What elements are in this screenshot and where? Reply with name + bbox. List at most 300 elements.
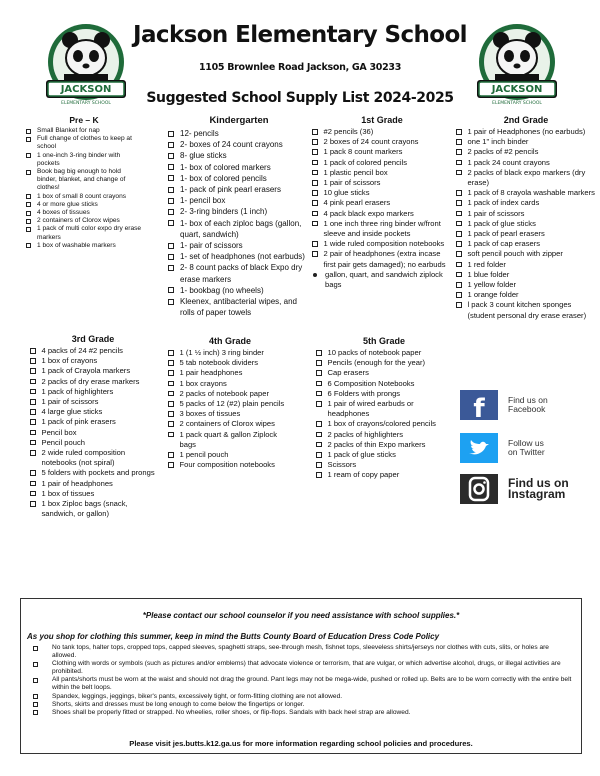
list-item (316, 389, 452, 399)
list-item (168, 240, 310, 251)
dress-code-rule-text: Shoes shall be properly fitted or strapped. No wheelies, roller shoes, or flip-flops. Sandals with back heel strap are allowed. (52, 708, 411, 716)
list-title: 1st Grade (361, 115, 403, 125)
checkbox-icon (30, 450, 36, 456)
checkbox-icon (168, 391, 174, 397)
checkbox-icon (168, 164, 174, 170)
checkbox-icon (316, 391, 322, 397)
dress-code-rule-text: Shorts, skirts and dresses must be long enough to come below the fingertips or longer. (52, 700, 305, 708)
list-item (312, 168, 452, 178)
checkbox-icon (30, 399, 36, 405)
checkbox-icon (30, 358, 36, 364)
list-item-label: 4 pack black expo markers (323, 208, 414, 218)
bullet-dot-icon (313, 273, 317, 277)
list-item (168, 399, 292, 409)
page-title: Suggested School Supply List 2024-2025 (146, 90, 454, 106)
social-instagram[interactable] (460, 474, 570, 504)
list-title: Kindergarten (209, 115, 269, 126)
checkbox-icon (456, 160, 462, 166)
list-item (456, 260, 596, 270)
checkbox-icon (456, 139, 462, 145)
list-item (30, 366, 156, 376)
list-item-label: 1 pair headphones (179, 368, 243, 378)
list-item-label: 2 containers of Clorox wipes (179, 419, 275, 429)
logo-text-left: JACKSON (60, 84, 112, 95)
twitter-bird-icon (460, 433, 498, 463)
list-item-label: 4 boxes of tissues (37, 209, 90, 217)
list-item-label: 1 pack of glue sticks (327, 450, 396, 460)
checkbox-icon (26, 153, 31, 158)
list-item (312, 219, 452, 239)
checkbox-icon (456, 272, 462, 278)
checkbox-icon (312, 200, 318, 206)
list-second-grade (456, 115, 596, 321)
list-item-label: 2- boxes of 24 count crayons (180, 140, 283, 150)
list-item (312, 147, 452, 157)
checkbox-icon (316, 432, 322, 438)
list-item-label: 12- pencils (180, 129, 219, 138)
checkbox-icon (168, 370, 174, 376)
dress-code-notice (20, 598, 582, 754)
list-item-label: 1 plastic pencil box (323, 167, 388, 177)
list-item (30, 489, 156, 499)
list-item (30, 377, 156, 387)
checkbox-icon (33, 646, 38, 651)
list-item (316, 419, 452, 429)
list-title: 4th Grade (208, 336, 251, 346)
list-item (26, 193, 142, 201)
checkbox-icon (168, 175, 174, 181)
dress-code-rule (33, 701, 573, 709)
checkbox-icon (168, 131, 174, 137)
list-item (168, 348, 292, 358)
dress-code-rule (33, 693, 573, 701)
list-item-label: 1 wide ruled composition notebooks (323, 239, 445, 249)
checkbox-icon (316, 370, 322, 376)
list-item (456, 127, 596, 137)
checkbox-icon (456, 129, 462, 135)
list-item (168, 128, 310, 139)
list-item-label: 5 folders with pockets and prongs (41, 468, 155, 478)
list-item (30, 397, 156, 407)
checkbox-icon (456, 282, 462, 288)
list-item (312, 209, 452, 219)
list-item-label: 10 packs of notebook paper (327, 348, 422, 357)
list-item-label: 1- bookbag (no wheels) (180, 285, 264, 295)
list-item (312, 137, 452, 147)
list-item (316, 399, 452, 419)
list-fourth-grade (168, 336, 292, 470)
list-item-label: 2 packs of notebook paper (179, 388, 270, 398)
list-item (316, 450, 452, 460)
checkbox-icon (312, 180, 318, 186)
list-item-label: 1- pair of scissors (180, 241, 243, 251)
svg-text:f: f (473, 394, 485, 420)
list-item (456, 239, 596, 249)
list-item (316, 430, 452, 440)
list-kindergarten (168, 115, 310, 318)
list-item (456, 290, 596, 300)
dress-code-rule-text: No tank tops, halter tops, cropped tops, capped sleeves, spaghetti straps, see-through mesh, fishnet tops, sleeveless shirts/jerseys nor clothes with cuts, slits, or holes are allowed. (52, 644, 549, 660)
list-item-label: one 1" inch binder (467, 137, 529, 147)
checkbox-icon (456, 200, 462, 206)
checkbox-icon (26, 170, 31, 175)
instagram-icon (460, 474, 498, 504)
list-item (30, 387, 156, 397)
list-item-label: Cap erasers (327, 368, 369, 378)
dress-code-rule-text: Spandex, leggings, jeggings, biker's pants, excessively tight, or form-fitting clothing are not allowed. (52, 692, 343, 700)
list-item (312, 198, 452, 208)
list-item-label: 5 tab notebook dividers (179, 358, 259, 368)
list-item-label: 2 pair of headphones (extra incase first pair gets damaged); no earbuds (323, 249, 446, 269)
list-item (456, 229, 596, 239)
checkbox-icon (30, 419, 36, 425)
list-item (168, 251, 310, 262)
list-item (26, 201, 142, 209)
list-item-label: 1 pack of colored pencils (323, 157, 408, 167)
list-item (456, 147, 596, 157)
list-item-label: 1 pair of Headphones (no earbuds) (467, 127, 586, 136)
list-item (312, 188, 452, 198)
list-item-label: 1 pair of wired earbuds or headphones (327, 399, 414, 419)
facebook-icon (460, 390, 498, 420)
checkbox-icon (456, 149, 462, 155)
list-item-label: 1- pencil box (180, 196, 226, 206)
list-item (456, 188, 596, 198)
list-item-label: Book bag big enough to hold binder, blanket, and change of clothes! (37, 168, 126, 192)
checkbox-icon (33, 678, 38, 683)
list-item (168, 262, 310, 284)
checkbox-icon (30, 491, 36, 497)
instagram-label: Find us on Instagram (508, 476, 569, 501)
dress-code-rule-text: Clothing with words or symbols (such as pictures and/or emblems) that advocate violence or terrorism, that are vulgar, or which advertise alcohol, drugs, or illegal activities are prohibited. (52, 660, 561, 676)
logo-subtext-left: ELEMENTARY SCHOOL (61, 101, 111, 106)
list-item-label: 2- 3-ring binders (1 inch) (180, 207, 268, 217)
list-item-label: 1 pair of scissors (323, 178, 381, 188)
list-item-label: 2- 8 count packs of black Expo dry erase markers (180, 263, 303, 284)
list-item-label: 1 pack 8 count markers (323, 147, 403, 157)
list-item (168, 150, 310, 161)
checkbox-icon (26, 219, 31, 224)
list-item-label: 1 pack quart & gallon Ziplock bags (179, 429, 278, 449)
checkbox-icon (316, 350, 322, 356)
list-item (26, 217, 142, 225)
list-item-label: Kleenex, antibacterial wipes, and rolls of paper towels (180, 297, 297, 318)
list-item (316, 460, 452, 470)
list-item-label: 2 packs of thin Expo markers (327, 439, 426, 449)
list-item (168, 368, 292, 378)
list-item-label: 4 packs of 24 #2 pencils (41, 346, 123, 355)
checkbox-icon (168, 254, 174, 260)
checkbox-icon (168, 411, 174, 417)
list-item-label: 2 packs of highlighters (327, 429, 404, 439)
list-item (312, 158, 452, 168)
list-item-label: 1 orange folder (467, 290, 519, 300)
list-item-label: 1 box of washable markers (37, 241, 116, 249)
list-item (30, 479, 156, 489)
list-item-label: 1 pack 24 count crayons (467, 157, 550, 167)
list-item-label: l pack 3 count kitchen sponges (student personal dry erase eraser) (467, 300, 587, 320)
checkbox-icon (30, 379, 36, 385)
list-item (26, 225, 142, 241)
checkbox-icon (26, 227, 31, 232)
list-item (312, 178, 452, 188)
list-item (26, 168, 142, 193)
list-title: 5th Grade (362, 336, 405, 346)
list-item-label: Scissors (327, 460, 357, 470)
checkbox-icon (456, 251, 462, 257)
logo-text-right: JACKSON (491, 84, 543, 95)
checkbox-icon (456, 221, 462, 227)
list-item (30, 448, 156, 468)
list-item-label: 1 yellow folder (467, 280, 517, 290)
list-item-label: 1- box of colored pencils (180, 173, 267, 183)
list-item (168, 430, 292, 450)
list-item-label: 1 blue folder (467, 269, 510, 279)
list-item (168, 218, 310, 240)
list-item-label: 1 pair of headphones (41, 478, 113, 488)
list-item (26, 152, 142, 168)
list-item (168, 296, 310, 318)
list-item (316, 440, 452, 450)
list-item-label: 1 one-inch 3-ring binder with pockets (37, 151, 121, 167)
list-item-label: 1- box of colored markers (180, 162, 271, 172)
checkbox-icon (33, 702, 38, 707)
checkbox-icon (30, 409, 36, 415)
checkbox-icon (456, 241, 462, 247)
list-item-label: Small Blanket for nap (37, 127, 100, 134)
checkbox-icon (30, 470, 36, 476)
list-item-label: 6 Folders with prongs (327, 388, 401, 398)
checkbox-icon (456, 292, 462, 298)
list-item (312, 270, 452, 290)
list-item (456, 158, 596, 168)
dress-code-rule (33, 660, 573, 676)
checkbox-icon (316, 421, 322, 427)
list-item-label: Four composition notebooks (179, 460, 275, 470)
list-item-label: 1- pack of pink pearl erasers (180, 185, 281, 195)
list-item (30, 438, 156, 448)
checkbox-icon (316, 381, 322, 387)
list-item-label: 1 pack of highlighters (41, 386, 114, 396)
list-item (456, 209, 596, 219)
list-item (30, 356, 156, 366)
list-item (26, 242, 142, 250)
list-item-label: 2 packs of dry erase markers (41, 376, 140, 386)
checkbox-icon (168, 209, 174, 215)
checkbox-icon (168, 198, 174, 204)
checkbox-icon (312, 221, 318, 227)
list-item (316, 358, 452, 368)
checkbox-icon (26, 211, 31, 216)
list-item (30, 428, 156, 438)
checkbox-icon (168, 142, 174, 148)
list-item-label: Pencils (enough for the year) (327, 358, 426, 368)
list-item (168, 173, 310, 184)
list-item-label: 1 (1 ½ inch) 3 ring binder (179, 348, 264, 357)
checkbox-icon (316, 452, 322, 458)
checkbox-icon (168, 220, 174, 226)
list-item-label: 4 pink pearl erasers (323, 198, 391, 208)
checkbox-icon (168, 265, 174, 271)
social-twitter[interactable] (460, 433, 552, 463)
list-item-label: 2 wide ruled composition notebooks (not spiral) (41, 448, 126, 468)
checkbox-icon (30, 348, 36, 354)
list-item (168, 184, 310, 195)
checkbox-icon (168, 243, 174, 249)
school-name: Jackson Elementary School (133, 22, 467, 48)
list-item-label: 10 glue sticks (323, 188, 370, 198)
list-item-label: 1 pair of scissors (41, 397, 99, 407)
checkbox-icon (26, 129, 31, 134)
list-title: 2nd Grade (503, 115, 549, 125)
list-item (316, 368, 452, 378)
checkbox-icon (456, 211, 462, 217)
list-item (312, 239, 452, 249)
dress-code-rule (33, 676, 573, 692)
list-item (168, 450, 292, 460)
checkbox-icon (168, 360, 174, 366)
checkbox-icon (33, 710, 38, 715)
list-item (456, 219, 596, 229)
checkbox-icon (26, 243, 31, 248)
checkbox-icon (312, 241, 318, 247)
list-item-label: 4 or more glue sticks (37, 200, 98, 208)
list-item (168, 139, 310, 150)
list-item-label: 1 box of tissues (41, 488, 95, 498)
dress-code-intro: As you shop for clothing this summer, keep in mind the Butts County Board of Education Dress Code Policy (27, 632, 440, 641)
checkbox-icon (168, 287, 174, 293)
checkbox-icon (26, 137, 31, 142)
list-item (26, 209, 142, 217)
checkbox-icon (30, 501, 36, 507)
checkbox-icon (312, 149, 318, 155)
checkbox-icon (33, 662, 38, 667)
list-item-label: 1 pack of index cards (467, 198, 540, 208)
list-item-label: 1 pair of scissors (467, 208, 525, 218)
school-address: 1105 Brownlee Road Jackson, GA 30233 (198, 62, 401, 73)
list-item (456, 300, 596, 320)
checkbox-icon (168, 381, 174, 387)
list-item-label: 1 pack of pink erasers (41, 417, 116, 427)
list-item-label: 5 packs of 12 (#2) plain pencils (179, 399, 285, 409)
list-item (30, 407, 156, 417)
checkbox-icon (168, 153, 174, 159)
dress-code-rule-text: All pants/shorts must be worn at the waist and should not drag the ground. Pant legs may not be mega-wide, pushed or rolled up. Belts are to be worn correctly with the entire belt within the belt loops. (52, 676, 572, 692)
list-item-label: 1 red folder (467, 259, 506, 269)
checkbox-icon (30, 368, 36, 374)
dress-code-rules (33, 644, 573, 717)
list-first-grade (312, 115, 452, 290)
checkbox-icon (26, 202, 31, 207)
list-item (312, 249, 452, 269)
checkbox-icon (168, 350, 174, 356)
list-item (30, 468, 156, 478)
list-item-label: 1 box of crayons (41, 356, 98, 366)
list-third-grade (30, 334, 156, 519)
list-item-label: 2 containers of Clorox wipes (37, 217, 120, 225)
list-item-label: 1 pack of 8 crayola washable markers (467, 188, 595, 198)
notice-footer: Please visit jes.butts.k12.ga.us for more information regarding school policies and procedures. (129, 739, 473, 748)
list-item-label: 1 box Ziploc bags (snack, sandwich, or gallon) (41, 499, 128, 519)
list-item (312, 127, 452, 137)
list-prek (26, 115, 142, 250)
checkbox-icon (168, 401, 174, 407)
list-item (30, 417, 156, 427)
list-fifth-grade (316, 336, 452, 481)
list-item (168, 379, 292, 389)
dress-code-rule (33, 709, 573, 717)
checkbox-icon (456, 190, 462, 196)
checkbox-icon (456, 170, 462, 176)
checkbox-icon (312, 160, 318, 166)
checkbox-icon (168, 452, 174, 458)
social-facebook[interactable] (460, 390, 556, 420)
checkbox-icon (312, 170, 318, 176)
list-item (456, 270, 596, 280)
list-item (168, 419, 292, 429)
checkbox-icon (456, 302, 462, 308)
checkbox-icon (316, 360, 322, 366)
logo-subtext-right: ELEMENTARY SCHOOL (492, 101, 542, 106)
counselor-note: *Please contact our school counselor if you need assistance with school supplies.* (142, 611, 460, 620)
checkbox-icon (312, 139, 318, 145)
list-item-label: 1 box of small 8 count crayons (37, 192, 127, 200)
checkbox-icon (30, 481, 36, 487)
list-item-label: 1 pack of Crayola markers (41, 366, 131, 376)
list-item-label: 8- glue sticks (180, 151, 227, 161)
list-item-label: 2 boxes of 24 count crayons (323, 137, 419, 147)
list-item (26, 135, 142, 151)
list-item-label: Pencil box (41, 427, 77, 437)
list-item-label: #2 pencils (36) (323, 127, 374, 136)
list-item-label: 1 one inch three ring binder w/front sleeve and inside pockets (323, 218, 441, 239)
checkbox-icon (33, 694, 38, 699)
list-item (168, 206, 310, 217)
checkbox-icon (168, 421, 174, 427)
list-item-label: 1 box crayons (179, 378, 227, 388)
list-item-label: 1 pencil pouch (179, 450, 229, 460)
list-item (456, 168, 596, 188)
list-item-label: 1 pack of glue sticks (467, 218, 536, 228)
checkbox-icon (168, 299, 174, 305)
checkbox-icon (456, 262, 462, 268)
list-item-label: 1- box of each ziploc bags (gallon, quart, sandwich) (180, 218, 302, 239)
list-item-label: 1 box of crayons/colored pencils (327, 419, 436, 429)
list-item-label: soft pencil pouch with zipper (467, 249, 563, 259)
list-item-label: 4 large glue sticks (41, 407, 103, 417)
list-item-label: 1 pack of cap erasers (467, 239, 541, 249)
facebook-label: Find us on Facebook (508, 394, 548, 414)
checkbox-icon (312, 211, 318, 217)
list-item (168, 195, 310, 206)
list-item (456, 137, 596, 147)
list-item-label: 1 pack of multi color expo dry erase markers (37, 225, 142, 241)
list-item (168, 460, 292, 470)
list-item (168, 285, 310, 296)
list-item (456, 198, 596, 208)
list-item (316, 470, 452, 480)
list-item-label: 6 Composition Notebooks (327, 378, 415, 388)
list-item (168, 358, 292, 368)
list-item-label: 3 boxes of tissues (179, 409, 241, 419)
checkbox-icon (26, 194, 31, 199)
checkbox-icon (312, 129, 318, 135)
twitter-label: Follow us on Twitter (508, 437, 545, 457)
list-item (316, 379, 452, 389)
list-item (30, 346, 156, 356)
checkbox-icon (316, 442, 322, 448)
list-item (26, 127, 142, 135)
